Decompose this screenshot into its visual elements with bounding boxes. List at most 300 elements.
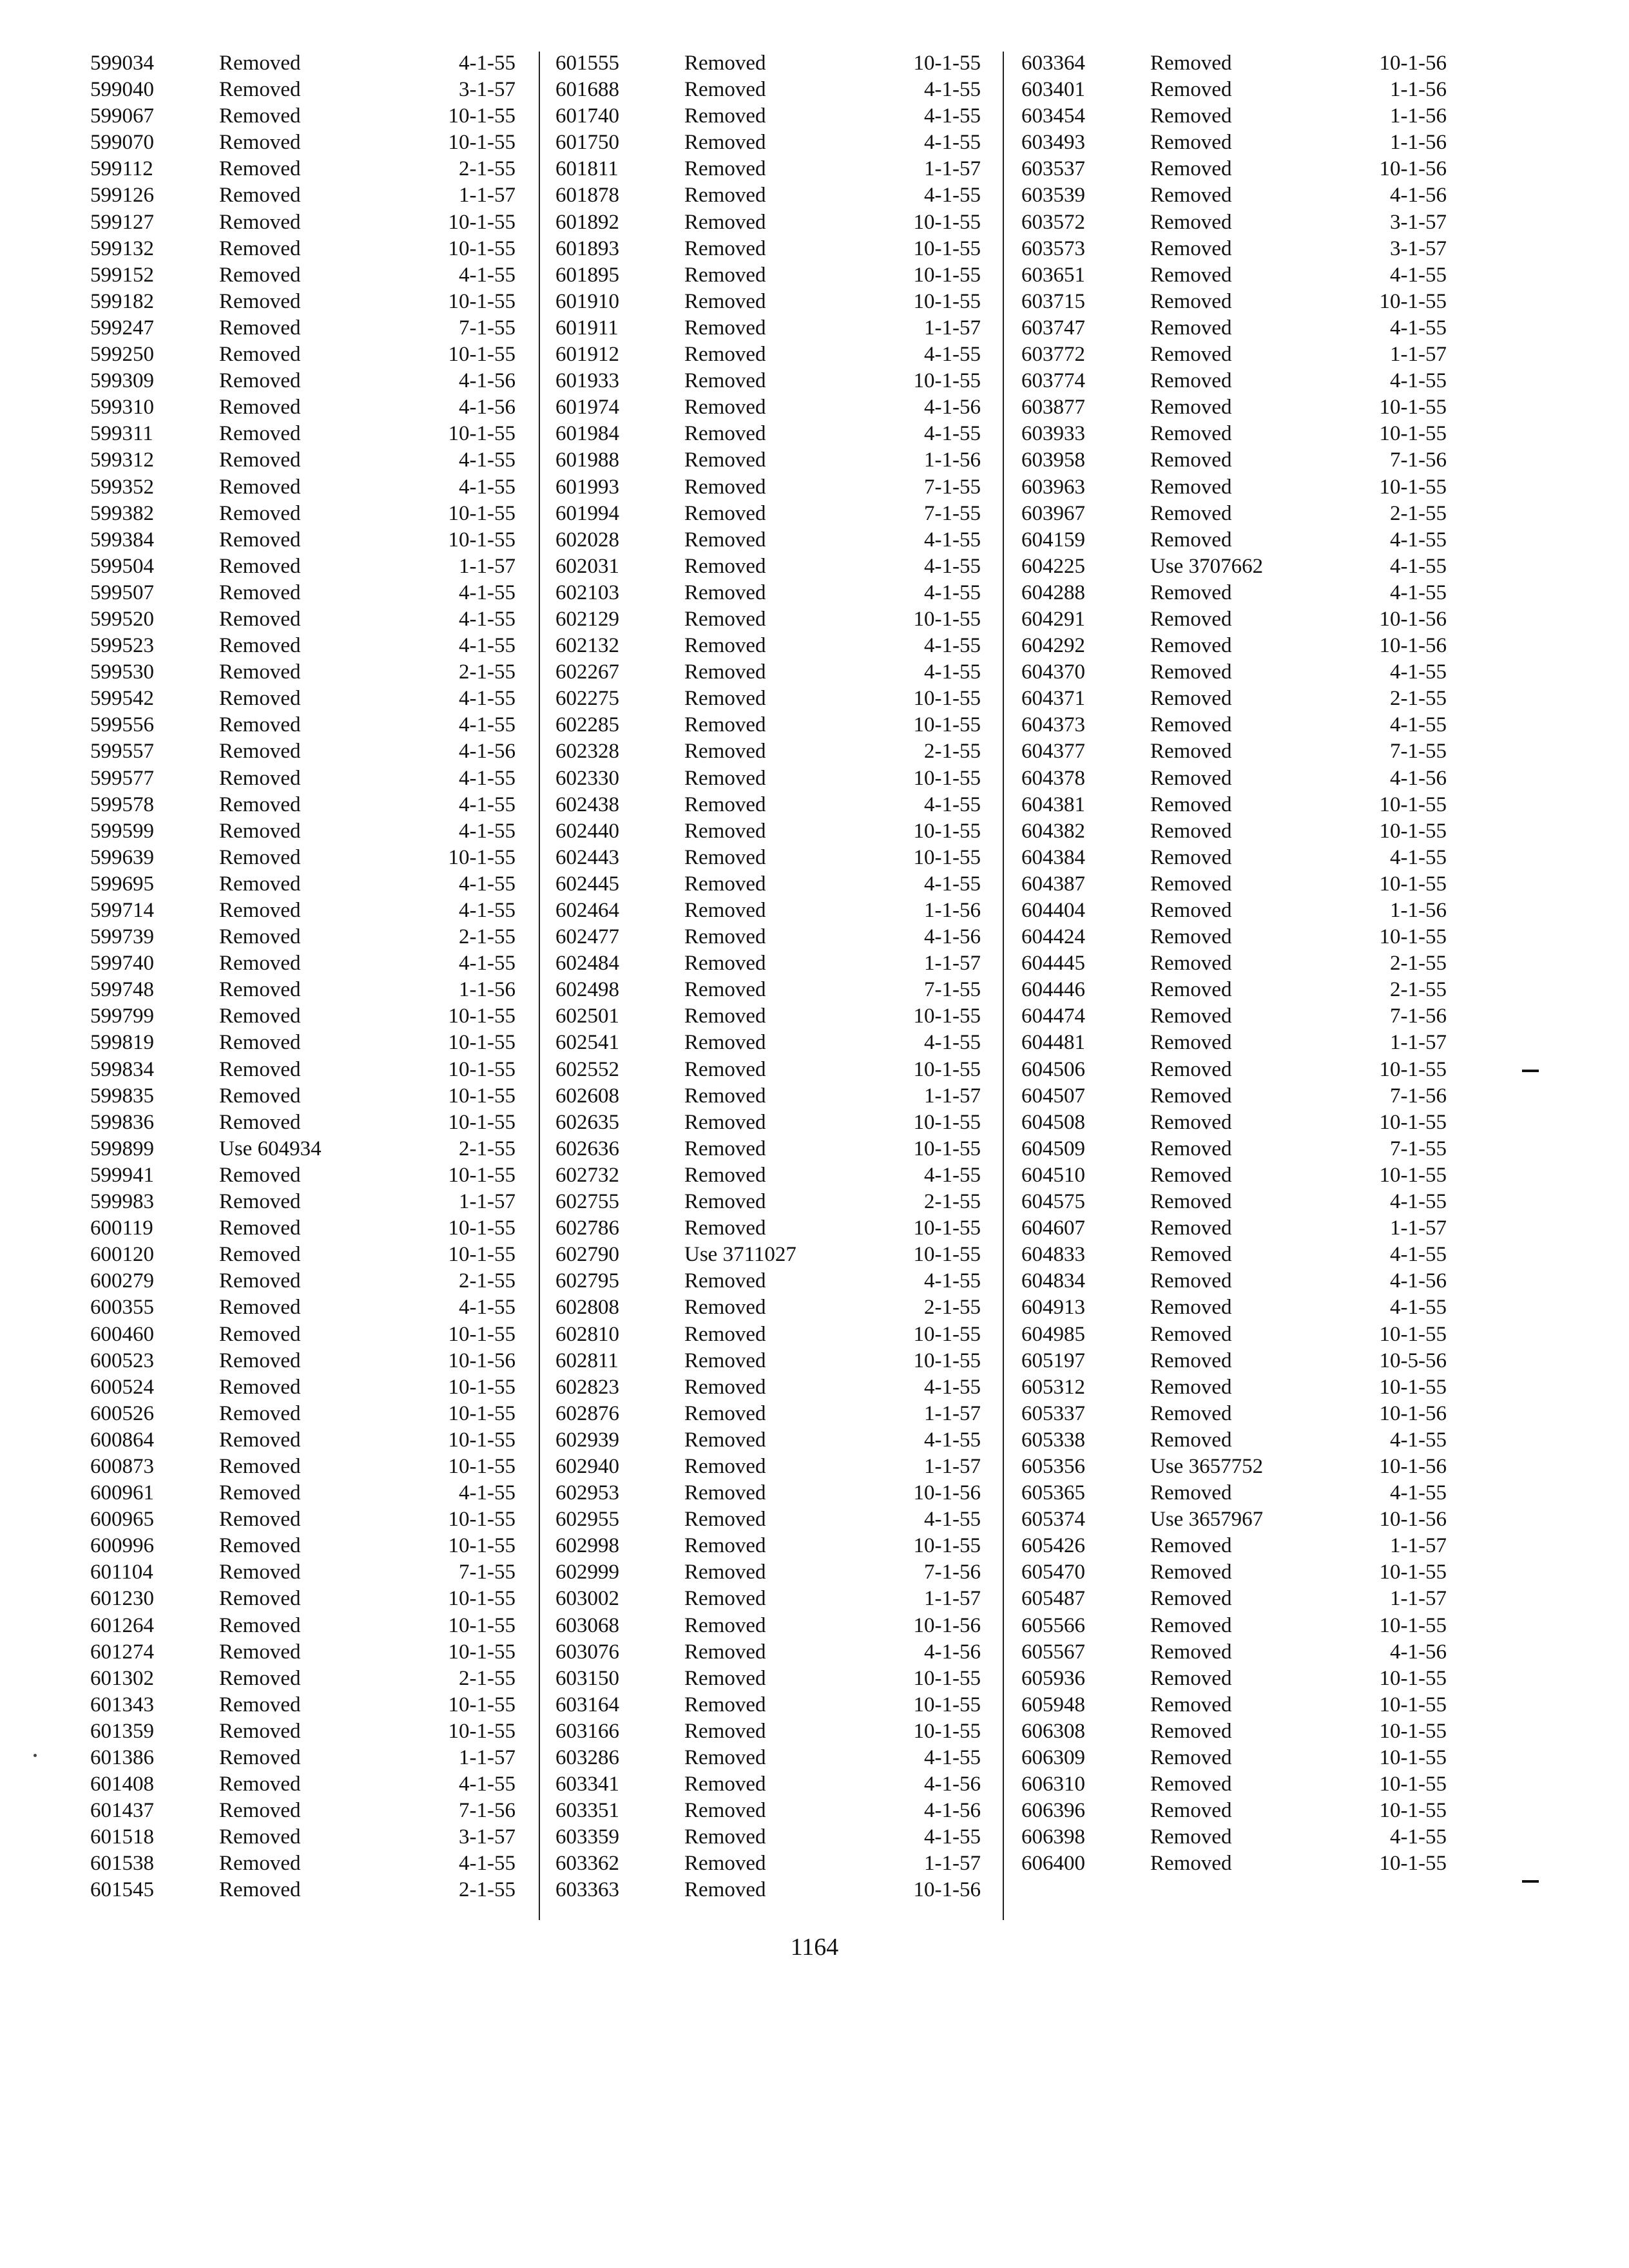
part-number: 602552 [555,1057,619,1081]
status-text: Removed [684,1613,766,1637]
part-number: 601988 [555,448,619,472]
status-text: Removed [1150,1216,1232,1240]
table-row [90,1348,541,1374]
table-row [1021,765,1472,792]
part-number: 604508 [1021,1110,1085,1134]
effective-date: 10-1-55 [1379,872,1447,896]
status-text: Removed [219,845,301,869]
part-number: 601893 [555,236,619,260]
table-row [1021,659,1472,686]
effective-date: 10-1-55 [448,528,516,552]
effective-date: 10-1-56 [1379,1508,1447,1532]
effective-date: 10-1-55 [448,1031,516,1055]
part-number: 601911 [555,316,619,340]
table-row [555,977,1007,1003]
effective-date: 1-1-57 [1390,343,1447,367]
effective-date: 10-1-55 [448,1640,516,1664]
table-row [1021,1692,1472,1718]
effective-date: 1-1-57 [1390,1216,1447,1240]
table-row [90,606,541,633]
table-row [1021,1427,1472,1454]
effective-date: 4-1-55 [1390,263,1447,287]
table-row [90,818,541,845]
table-row [555,156,1007,182]
status-text: Removed [684,104,766,128]
table-row [90,1745,541,1771]
part-number: 601878 [555,184,619,207]
status-text: Removed [219,1587,301,1611]
status-text: Removed [219,1773,301,1796]
effective-date: 10-1-55 [913,1137,981,1160]
part-number: 606309 [1021,1746,1085,1769]
effective-date: 10-1-55 [1379,1163,1447,1187]
status-text: Removed [219,210,301,234]
table-row [90,130,541,156]
status-text: Removed [1150,1375,1232,1399]
table-row [1021,1480,1472,1506]
effective-date: 10-1-56 [1379,607,1447,631]
status-text: Removed [219,793,301,816]
effective-date: 10-1-55 [448,422,516,446]
table-row [90,341,541,368]
table-row [1021,1110,1472,1136]
table-row [90,1057,541,1083]
part-number: 603958 [1021,448,1085,472]
effective-date: 4-1-55 [924,581,981,604]
part-number: 599309 [90,369,154,393]
part-number: 603537 [1021,157,1085,181]
part-number: 599714 [90,899,154,922]
part-number: 601343 [90,1693,154,1716]
table-row [555,1559,1007,1586]
effective-date: 1-1-56 [1390,131,1447,155]
table-row [1021,236,1472,262]
status-text: Removed [1150,396,1232,419]
part-number: 602275 [555,687,619,711]
table-row [1021,1374,1472,1401]
table-row [555,1136,1007,1162]
part-number: 603877 [1021,396,1085,419]
effective-date: 2-1-55 [459,1666,516,1690]
part-number: 605566 [1021,1613,1085,1637]
part-number: 600279 [90,1269,154,1293]
effective-date: 10-1-55 [448,236,516,260]
part-number: 602608 [555,1084,619,1108]
part-number: 602440 [555,819,619,843]
status-text: Removed [684,1322,766,1346]
effective-date: 10-1-56 [913,1613,981,1637]
effective-date: 10-1-55 [1379,1613,1447,1637]
part-number: 602823 [555,1375,619,1399]
status-text: Removed [219,52,301,75]
status-text: Removed [1150,1666,1232,1690]
part-number: 599835 [90,1084,154,1108]
part-number: 600961 [90,1481,154,1505]
effective-date: 10-1-55 [448,343,516,367]
status-text: Removed [684,1534,766,1558]
effective-date: 4-1-55 [459,1481,516,1505]
effective-date: 7-1-55 [1390,1137,1447,1160]
status-text: Removed [219,131,301,155]
table-row [90,156,541,182]
effective-date: 10-1-55 [913,607,981,631]
part-number: 602998 [555,1534,619,1558]
effective-date: 10-1-55 [913,263,981,287]
status-text: Removed [219,978,301,1002]
part-number: 599127 [90,210,154,234]
part-number: 599352 [90,475,154,499]
effective-date: 4-1-56 [1390,184,1447,207]
status-text: Removed [1150,1057,1232,1081]
effective-date: 10-1-55 [1379,1852,1447,1876]
effective-date: 10-1-55 [913,1243,981,1267]
part-number: 599577 [90,766,154,790]
status-text: Removed [1150,1852,1232,1876]
status-text: Removed [219,899,301,922]
status-text: Removed [1150,1322,1232,1346]
table-row [90,1268,541,1294]
part-number: 604159 [1021,528,1085,552]
effective-date: 4-1-55 [1390,660,1447,684]
effective-date: 2-1-55 [459,1269,516,1293]
effective-date: 10-1-55 [448,1057,516,1081]
part-number: 602636 [555,1137,619,1160]
table-row [90,236,541,262]
table-row [1021,1321,1472,1348]
status-text: Removed [219,740,301,764]
part-number: 604381 [1021,793,1085,816]
status-text: Removed [1150,1773,1232,1796]
status-text: Removed [219,952,301,975]
effective-date: 7-1-56 [1390,448,1447,472]
part-number: 601892 [555,210,619,234]
table-row [90,1454,541,1480]
effective-date: 10-1-55 [448,1454,516,1478]
part-number: 599311 [90,422,153,446]
status-text: Removed [1150,845,1232,869]
table-row [1021,580,1472,606]
table-row [1021,898,1472,924]
part-number: 603715 [1021,289,1085,313]
effective-date: 10-1-55 [913,1666,981,1690]
status-text: Removed [1150,210,1232,234]
part-number: 599070 [90,131,154,155]
status-text: Removed [684,316,766,340]
table-row [1021,1824,1472,1850]
part-number: 604481 [1021,1031,1085,1055]
part-number: 599799 [90,1004,154,1028]
status-text: Removed [219,184,301,207]
status-text: Removed [219,1163,301,1187]
effective-date: 4-1-55 [459,713,516,737]
table-row [1021,103,1472,130]
part-number: 601984 [555,422,619,446]
effective-date: 10-1-55 [448,1216,516,1240]
table-row [90,1824,541,1850]
table-row [1021,1136,1472,1162]
table-row [555,1613,1007,1639]
part-number: 602795 [555,1269,619,1293]
status-text: Removed [219,1719,301,1743]
column-divider-1 [539,52,540,1920]
effective-date: 10-1-55 [913,1110,981,1134]
part-number: 599112 [90,157,153,181]
status-text: Removed [684,1640,766,1664]
status-text: Removed [684,1587,766,1611]
effective-date: 4-1-56 [924,396,981,419]
status-text: Removed [684,634,766,658]
table-row [90,1427,541,1454]
effective-date: 2-1-55 [1390,501,1447,525]
status-text: Removed [1150,634,1232,658]
part-number: 599819 [90,1031,154,1055]
table-row [90,103,541,130]
part-number: 599310 [90,396,154,419]
status-text: Removed [219,78,301,102]
effective-date: 7-1-55 [924,978,981,1002]
part-number: 602808 [555,1296,619,1320]
effective-date: 4-1-55 [924,1746,981,1769]
part-number: 603166 [555,1719,619,1743]
status-text: Removed [1150,1640,1232,1664]
status-text: Removed [684,1031,766,1055]
effective-date: 10-1-55 [913,687,981,711]
status-text: Removed [1150,687,1232,711]
table-row [90,1798,541,1824]
table-row [555,1321,1007,1348]
effective-date: 1-1-57 [1390,1031,1447,1055]
table-row [1021,394,1472,421]
effective-date: 10-1-55 [1379,422,1447,446]
part-number: 599530 [90,660,154,684]
status-text: Removed [684,1746,766,1769]
table-row [1021,1559,1472,1586]
table-row [555,686,1007,712]
status-text: Removed [219,236,301,260]
status-text: Removed [684,978,766,1002]
part-number: 602464 [555,899,619,922]
status-text: Removed [1150,1004,1232,1028]
status-text: Removed [684,740,766,764]
part-number: 599578 [90,793,154,816]
part-number: 602484 [555,952,619,975]
status-text: Removed [1150,1349,1232,1372]
table-row [90,1189,541,1215]
part-number: 603933 [1021,422,1085,446]
table-row [1021,924,1472,950]
status-text: Removed [219,1534,301,1558]
table-row [555,1030,1007,1056]
status-text: Removed [219,396,301,419]
table-row [90,1374,541,1401]
status-text: Removed [219,1216,301,1240]
status-text: Removed [684,369,766,393]
table-row [1021,1057,1472,1083]
status-text: Removed [1150,316,1232,340]
part-number: 603401 [1021,78,1085,102]
table-row [90,501,541,527]
part-number: 606398 [1021,1825,1085,1849]
effective-date: 1-1-56 [459,978,516,1002]
effective-date: 10-1-55 [448,1428,516,1452]
status-text: Removed [684,660,766,684]
effective-date: 4-1-56 [924,1773,981,1796]
part-number: 599520 [90,607,154,631]
part-number: 602031 [555,554,619,578]
table-row [90,1718,541,1745]
table-row [555,1401,1007,1427]
part-number: 601264 [90,1613,154,1637]
part-number: 605487 [1021,1587,1085,1611]
status-text: Removed [684,210,766,234]
part-number: 601437 [90,1799,154,1823]
status-text: Removed [1150,925,1232,949]
table-row [555,368,1007,394]
effective-date: 4-1-55 [924,1031,981,1055]
table-row [1021,950,1472,977]
effective-date: 2-1-55 [924,740,981,764]
status-text: Removed [684,1004,766,1028]
status-text: Removed [1150,1163,1232,1187]
part-number: 602541 [555,1031,619,1055]
effective-date: 1-1-57 [924,316,981,340]
part-number: 601230 [90,1587,154,1611]
effective-date: 4-1-56 [1390,1269,1447,1293]
part-number: 602438 [555,793,619,816]
table-row [90,368,541,394]
effective-date: 2-1-55 [459,157,516,181]
effective-date: 4-1-56 [459,369,516,393]
part-number: 603963 [1021,475,1085,499]
table-row [555,792,1007,818]
part-number: 600523 [90,1349,154,1372]
part-number: 601740 [555,104,619,128]
effective-date: 4-1-55 [924,422,981,446]
table-row [1021,1294,1472,1321]
effective-date: 4-1-55 [1390,1243,1447,1267]
effective-date: 1-1-57 [924,1454,981,1478]
table-row [555,1215,1007,1242]
table-row [90,1613,541,1639]
part-number: 599250 [90,343,154,367]
column-1 [90,50,541,1904]
status-text: Removed [1150,263,1232,287]
table-row [555,77,1007,103]
part-number: 603747 [1021,316,1085,340]
table-row [555,633,1007,659]
table-row [90,447,541,474]
status-text: Removed [684,1216,766,1240]
part-number: 603493 [1021,131,1085,155]
status-text: Removed [1150,1190,1232,1214]
status-text: Removed [1150,104,1232,128]
table-row [555,474,1007,501]
table-row [555,1692,1007,1718]
status-text: Use 3657752 [1150,1454,1264,1478]
part-number: 604225 [1021,554,1085,578]
table-row [90,659,541,686]
column-3 [1021,50,1472,1877]
table-row [1021,1666,1472,1692]
status-text: Removed [219,1296,301,1320]
status-text: Removed [1150,1269,1232,1293]
status-text: Removed [219,1004,301,1028]
status-text: Removed [684,687,766,711]
table-row [1021,1798,1472,1824]
part-number: 602267 [555,660,619,684]
table-row [555,712,1007,738]
table-row [555,527,1007,553]
part-number: 604607 [1021,1216,1085,1240]
page-number: 1164 [790,1934,839,1961]
table-row [555,1110,1007,1136]
table-row [555,1003,1007,1030]
table-row [555,1242,1007,1268]
status-text: Removed [684,396,766,419]
part-number: 599899 [90,1137,154,1160]
table-row [555,1294,1007,1321]
table-row [1021,289,1472,315]
part-number: 604474 [1021,1004,1085,1028]
table-row [90,474,541,501]
part-number: 599182 [90,289,154,313]
part-number: 602477 [555,925,619,949]
table-row [555,1454,1007,1480]
table-row [555,1850,1007,1877]
table-row [555,1798,1007,1824]
part-number: 605356 [1021,1454,1085,1478]
table-row [1021,1215,1472,1242]
status-text: Removed [1150,52,1232,75]
table-row [90,77,541,103]
effective-date: 4-1-55 [924,793,981,816]
part-number: 604507 [1021,1084,1085,1108]
status-text: Removed [1150,1534,1232,1558]
table-row [555,845,1007,871]
part-number: 603772 [1021,343,1085,367]
table-row [555,1718,1007,1745]
effective-date: 10-1-55 [1379,475,1447,499]
effective-date: 4-1-55 [459,1773,516,1796]
table-row [1021,527,1472,553]
table-row [90,262,541,289]
status-text: Removed [219,1401,301,1425]
status-text: Removed [219,1322,301,1346]
table-row [555,50,1007,77]
part-number: 600355 [90,1296,154,1320]
effective-date: 1-1-56 [1390,899,1447,922]
status-text: Removed [219,1693,301,1716]
part-number: 603967 [1021,501,1085,525]
status-text: Removed [1150,1428,1232,1452]
effective-date: 7-1-55 [459,316,516,340]
part-number: 602732 [555,1163,619,1187]
part-number: 603076 [555,1640,619,1664]
status-text: Removed [219,581,301,604]
table-row [555,1374,1007,1401]
table-row [1021,1533,1472,1559]
status-text: Removed [219,925,301,949]
status-text: Removed [684,52,766,75]
status-text: Removed [219,554,301,578]
part-number: 603362 [555,1852,619,1876]
effective-date: 4-1-55 [1390,1190,1447,1214]
margin-mark [1522,1070,1539,1072]
table-row [555,209,1007,236]
status-text: Removed [684,1852,766,1876]
table-row [1021,1771,1472,1798]
effective-date: 4-1-55 [459,766,516,790]
